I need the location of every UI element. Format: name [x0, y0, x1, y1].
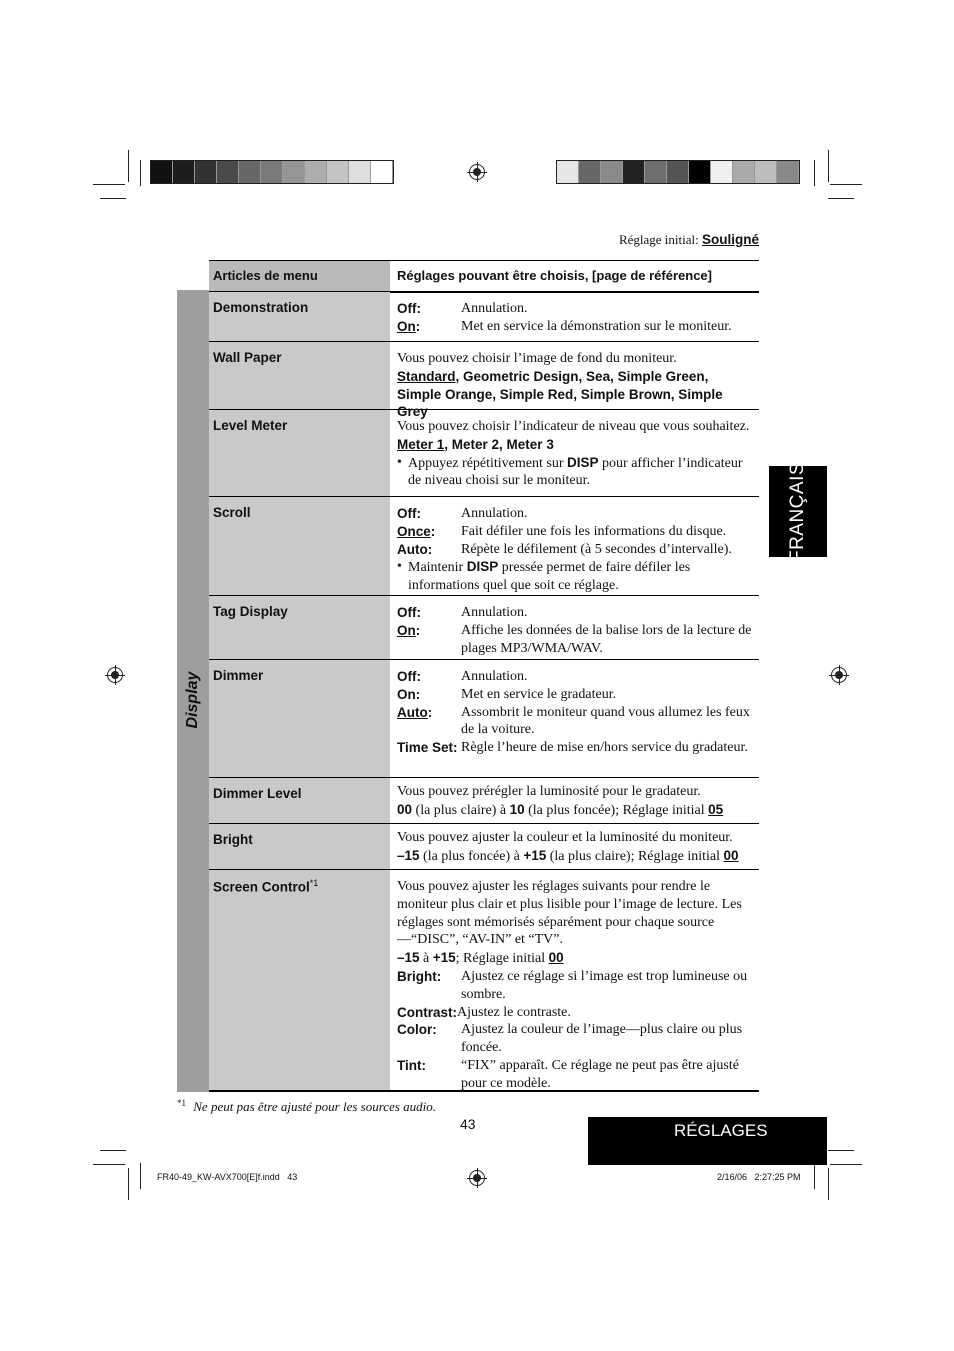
range-initial: 05: [708, 801, 724, 817]
range-min: –15: [397, 950, 420, 966]
default-option: Meter 1: [397, 436, 445, 452]
option-key-wrap: [397, 318, 461, 336]
crop-mark: [828, 198, 854, 199]
row-desc: [390, 778, 759, 823]
row-desc: [390, 660, 759, 777]
crop-mark: [128, 150, 129, 182]
table-row-bright: [209, 824, 759, 870]
row-name: Level Meter: [209, 410, 390, 496]
option-key: Once: [397, 523, 431, 539]
option-list: [397, 436, 752, 454]
bullet-dot: •: [397, 559, 402, 575]
bullet-post: pour afficher l’indicateur de niveau choisi sur le moniteur.: [408, 455, 743, 489]
range-mid: à: [419, 951, 433, 967]
row-intro: Vous pouvez prérégler la luminosité pour le gradateur.: [397, 784, 701, 799]
row-desc: [390, 497, 759, 595]
range-post: ; Réglage initial: [455, 951, 549, 967]
option-value: “FIX” apparaît. Ce réglage ne peut pas être ajusté pour ce modèle.: [461, 1057, 739, 1091]
option-value: Fait défiler une fois les informations du disque.: [461, 523, 727, 539]
row-name: Dimmer: [209, 660, 390, 777]
crop-mark: [830, 1164, 862, 1165]
range-min: –15: [397, 847, 420, 863]
option-key: Off:: [397, 605, 421, 620]
option-key: On: [397, 318, 416, 334]
range-initial: 00: [723, 847, 739, 863]
range-min: 00: [397, 801, 413, 817]
option-value: Annulation.: [461, 605, 528, 620]
option-key: Tint:: [397, 1057, 426, 1073]
footnote-mark: *1: [177, 1098, 186, 1108]
color-bar-left: [150, 160, 394, 184]
range-line: [397, 949, 752, 968]
bullet-key: DISP: [466, 559, 499, 575]
option-value: Annulation.: [461, 506, 528, 521]
registration-mark-icon: [469, 164, 485, 180]
registration-mark-icon: [469, 1170, 485, 1186]
option-key: Off:: [397, 506, 421, 521]
crop-mark: [93, 1164, 125, 1165]
range-initial: 00: [548, 950, 564, 966]
option-value: Ajustez le contraste.: [457, 1004, 571, 1020]
option-colon: :: [415, 318, 421, 334]
option-value: Règle l’heure de mise en/hors service du gradateur.: [461, 740, 748, 756]
print-date-info: 2/16/06 2:27:25 PM: [717, 1172, 801, 1182]
table-row-demonstration: [209, 292, 759, 342]
option-key: On: [397, 622, 416, 638]
option-key-wrap: [397, 523, 461, 541]
table-header: [209, 260, 759, 293]
crop-mark: [814, 1163, 815, 1189]
option-key: Bright:: [397, 968, 442, 984]
option-value: Met en service le gradateur.: [461, 686, 617, 702]
row-name: Dimmer Level: [209, 778, 390, 823]
option-value: Annulation.: [461, 301, 528, 316]
section-tab-label: RÉGLAGES: [674, 1121, 768, 1140]
range-max-desc: (la plus claire); Réglage initial: [546, 848, 724, 864]
option-value: Répète le défilement (à 5 secondes d’intervalle).: [461, 541, 732, 557]
option-colon: :: [427, 704, 433, 720]
option-key-wrap: [397, 704, 461, 740]
footnote-ref: *1: [309, 878, 319, 888]
range-line: [397, 801, 752, 820]
row-name: Tag Display: [209, 596, 390, 659]
crop-mark: [100, 198, 126, 199]
option-key: Contrast:: [397, 1004, 457, 1020]
crop-mark: [93, 184, 125, 185]
row-desc: [390, 824, 759, 869]
color-bar-right: [556, 160, 800, 184]
row-intro: Vous pouvez choisir l’image de fond du moniteur.: [397, 351, 677, 366]
row-desc: [390, 292, 759, 341]
print-file-info: FR40-49_KW-AVX700[E]f.indd 43: [157, 1172, 298, 1182]
option-value: Assombrit le moniteur quand vous allumez les feux de la voiture.: [461, 704, 750, 738]
row-name: Scroll: [209, 497, 390, 595]
table-row-levelmeter: [209, 410, 759, 497]
column-header-items: Articles de menu: [209, 261, 390, 291]
row-desc: [390, 870, 759, 1090]
option-key: Off:: [397, 301, 421, 316]
range-max: 10: [509, 801, 525, 817]
row-intro: Vous pouvez ajuster la couleur et la luminosité du moniteur.: [397, 830, 733, 845]
crop-mark: [814, 160, 815, 186]
option-key: Auto: [397, 704, 428, 720]
option-colon: :: [415, 622, 421, 638]
option-key: Auto:: [397, 541, 433, 557]
bullet-note: [397, 558, 752, 595]
registration-mark-icon: [831, 667, 847, 683]
crop-mark: [828, 150, 829, 182]
language-tab-label: FRANÇAIS: [787, 461, 808, 562]
section-label: Display: [184, 671, 201, 729]
language-tab: [769, 461, 827, 562]
row-name: Bright: [209, 824, 390, 869]
option-key: Time Set:: [397, 740, 458, 756]
option-key: Color:: [397, 1022, 437, 1038]
bullet-text: [408, 454, 752, 491]
row-name: Wall Paper: [209, 342, 390, 409]
bullet-key: DISP: [567, 454, 599, 470]
default-option: Standard: [397, 368, 456, 384]
footnote-text: Ne peut pas être ajusté pour les sources audio.: [193, 1099, 437, 1115]
option-value: Affiche les données de la balise lors de la lecture de plages MP3/WMA/WAV.: [461, 622, 752, 656]
option-value: Met en service la démonstration sur le moniteur.: [461, 318, 732, 334]
registration-mark-icon: [107, 667, 123, 683]
option-key: Off:: [397, 669, 421, 684]
table-row-dimmer: [209, 660, 759, 778]
bullet-pre: Maintenir: [408, 560, 467, 576]
crop-mark: [128, 1168, 129, 1200]
bullet-post: pressée permet de faire défiler les informations quel que soit ce réglage.: [408, 560, 691, 594]
option-value: Ajustez ce réglage si l’image est trop lumineuse ou sombre.: [461, 968, 748, 1002]
range-min-desc: (la plus foncée) à: [419, 848, 524, 864]
row-name: Demonstration: [209, 292, 390, 341]
other-options: , Geometric Design, Sea, Simple Green, Simple Orange, Simple Red, Simple Brown, Simple Grey: [397, 368, 723, 420]
table-row-scroll: [209, 497, 759, 596]
range-min-desc: (la plus claire) à: [412, 802, 510, 818]
table-row-screencontrol: [209, 870, 759, 1092]
row-intro: Vous pouvez ajuster les réglages suivants pour rendre le moniteur plus clair et plus lisible pour l’image de lecture. Les réglages sont mémorisés séparément pour chaque source—“DISC”, “AV-IN” et “TV”.: [397, 879, 742, 948]
bullet-note: [397, 454, 752, 491]
crop-mark: [828, 1168, 829, 1200]
row-name: Screen Control: [213, 879, 310, 895]
table-row-tagdisplay: [209, 596, 759, 660]
page-number: 43: [460, 1116, 476, 1132]
crop-mark: [100, 1150, 126, 1151]
row-name-wrap: [209, 870, 390, 1090]
row-intro: Vous pouvez choisir l’indicateur de niveau que vous souhaitez.: [397, 419, 750, 434]
row-desc: [390, 410, 759, 496]
bullet-pre: Appuyez répétitivement sur: [408, 455, 568, 471]
crop-mark: [140, 1163, 141, 1189]
option-key-wrap: [397, 622, 461, 658]
section-label-wrap: [177, 670, 209, 730]
section-sidebar: [177, 290, 209, 1092]
column-header-settings: Réglages pouvant être choisis, [page de référence]: [397, 268, 712, 283]
option-key: On:: [397, 686, 421, 702]
other-options: , Meter 2, Meter 3: [444, 436, 554, 452]
row-desc: [390, 342, 759, 420]
legend-value: Souligné: [702, 232, 759, 247]
range-max: +15: [523, 847, 547, 863]
range-max: +15: [432, 950, 456, 966]
option-colon: :: [430, 523, 436, 539]
footnote: [177, 1098, 436, 1115]
section-tab: [588, 1117, 827, 1165]
crop-mark: [830, 184, 862, 185]
option-value: Ajustez la couleur de l’image—plus claire ou plus foncée.: [461, 1022, 743, 1056]
row-desc: [390, 596, 759, 659]
option-value: Annulation.: [461, 669, 528, 684]
crop-mark: [140, 160, 141, 186]
legend-prefix: Réglage initial:: [618, 232, 699, 247]
initial-setting-legend: [619, 232, 759, 248]
crop-mark: [828, 1150, 854, 1151]
table-row-dimmerlevel: [209, 778, 759, 824]
bullet-dot: •: [397, 454, 402, 470]
range-max-desc: (la plus foncée); Réglage initial: [524, 802, 709, 818]
table-row-wallpaper: [209, 342, 759, 420]
bullet-text: [408, 558, 752, 595]
range-line: [397, 847, 752, 866]
